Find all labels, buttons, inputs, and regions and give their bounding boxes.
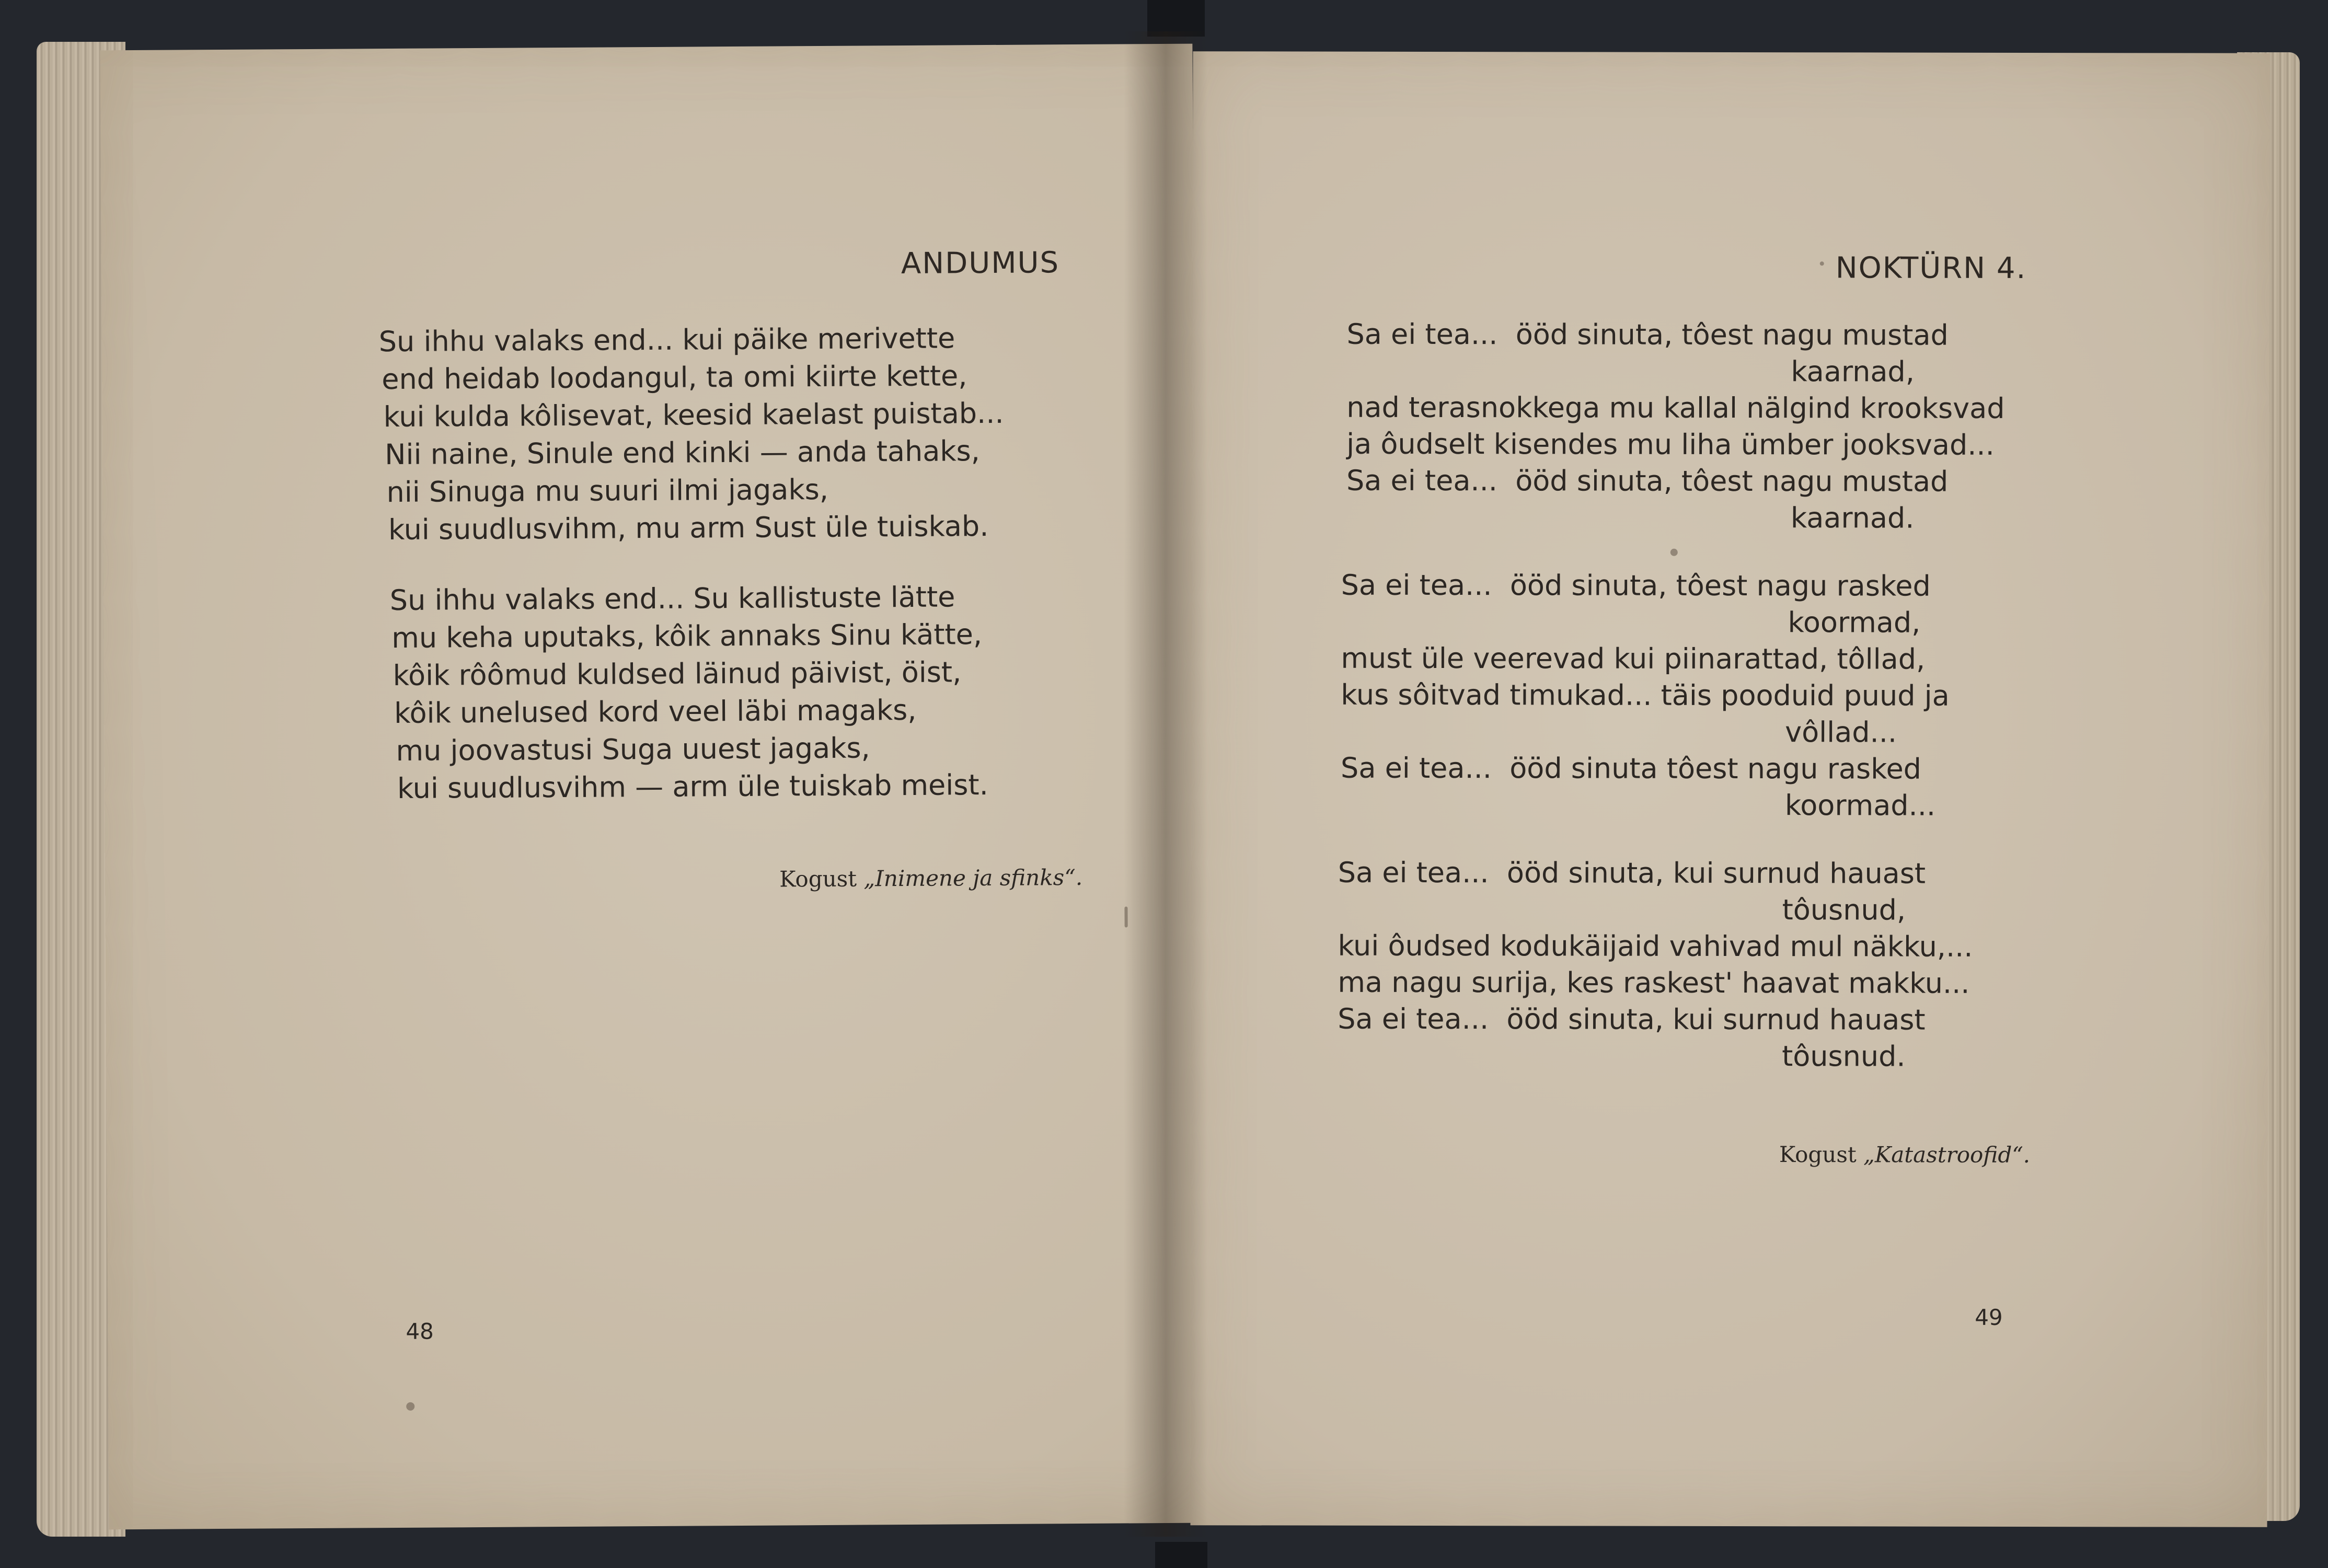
book-spine [1124,31,1207,1537]
poem-line: Sa ei tea... ööd sinuta, kui surnud hauast [1338,1002,1926,1036]
poem-line: nad terasnokkega mu kallal nälgind krooksvad [1346,390,2005,425]
poem-line: vôllad... [1785,716,1897,749]
poem-line: kus sôitvad timukad... täis pooduid puud ja [1341,678,1950,712]
right-source-note [1737,1116,2031,1193]
left-page [100,44,1201,1530]
paper-speck [1820,261,1824,266]
poem-line: kui ôudsed kodukäijaid vahivad mul näkku,... [1338,929,1973,963]
left-page-title: ANDUMUS [901,246,1060,281]
paper-speck [1670,549,1678,556]
poem-line: Sa ei tea... ööd sinuta, tôest nagu mustad [1346,464,1949,498]
poem-line: kui suudlusvihm, mu arm Sust üle tuiskab. [388,510,989,547]
page-number-right: 49 [1975,1304,2003,1330]
source-prefix: Kogust [779,866,864,892]
poem-line: kui kulda kôlisevat, keesid kaelast puistab... [383,396,1004,434]
poem-line: Su ihhu valaks end... kui päike merivette [378,321,955,359]
poem-line: end heidab loodangul, ta omi kiirte kette, [382,359,967,396]
poem-line: Sa ei tea... ööd sinuta, tôest nagu mustad [1346,317,1949,352]
source-title: „Katastroofid“. [1863,1142,2031,1168]
poem-line: Sa ei tea... ööd sinuta tôest nagu rasked [1341,751,1922,786]
source-prefix: Kogust [1779,1142,1864,1168]
poem-line: mu joovastusi Suga uuest jagaks, [396,731,870,767]
poem-line: Sa ei tea... ööd sinuta, kui surnud hauast [1338,856,1926,890]
poem-line: kôik unelused kord veel läbi magaks, [394,693,917,730]
bottom-binding-strip [1155,1542,1207,1568]
poem-line: kôik rôômud kuldsed läinud päivist, öist, [393,655,962,693]
poem-line: koormad, [1788,606,1921,639]
poem-line: Nii naine, Sinule end kinki — anda tahaks, [384,434,981,471]
paper-speck [406,1402,414,1411]
poem-line: must üle veerevad kui piinarattad, tôllad, [1341,641,1926,676]
poem-line: nii Sinuga mu suuri ilmi jagaks, [386,472,829,509]
poem-line: kaarnad, [1791,355,1915,388]
poem-line: kaarnad. [1790,501,1915,535]
left-source-note [737,839,1083,918]
page-number-left: 48 [406,1318,434,1344]
source-title: „Inimene ja sfinks“. [863,864,1083,892]
poem-line: kui suudlusvihm — arm üle tuiskab meist. [397,768,988,805]
poem-line: ma nagu surija, kes raskest' haavat makku... [1338,965,1970,1000]
poem-line: mu keha uputaks, kôik annaks Sinu kätte, [391,618,983,655]
right-page-title: NOKTÜRN 4. [1835,251,2027,285]
poem-line: tôusnud, [1782,893,1906,927]
poem-line: ja ôudselt kisendes mu liha ümber jooksvad... [1346,427,1995,462]
poem-line: Sa ei tea... ööd sinuta, tôest nagu rasked [1341,568,1931,603]
right-page [1191,51,2270,1527]
poem-line: koormad... [1784,789,1936,822]
poem-line: tôusnud. [1782,1040,1906,1073]
poem-line: Su ihhu valaks end... Su kallistuste lätte [389,580,955,617]
